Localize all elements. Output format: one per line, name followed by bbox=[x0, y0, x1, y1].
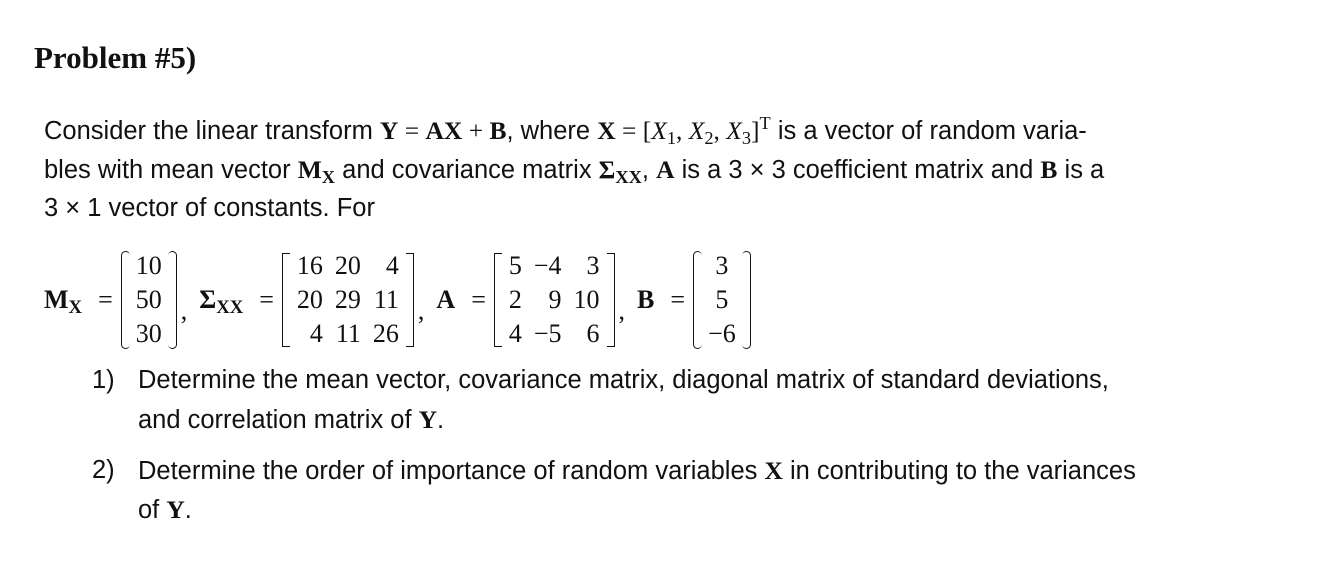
eq-plus: + bbox=[462, 116, 490, 145]
matrix-cell: 16 bbox=[296, 251, 323, 280]
intro-text: , bbox=[641, 156, 657, 184]
x2: X bbox=[688, 116, 705, 145]
matrix-cell: 9 bbox=[548, 285, 562, 314]
matrix-cell: 3 bbox=[586, 251, 600, 280]
task-text-part: in contributing to the variances bbox=[782, 457, 1136, 485]
matrix-cell: 5 bbox=[508, 251, 522, 280]
period: . bbox=[184, 496, 192, 524]
equals-sign: = bbox=[259, 285, 274, 314]
matrix-cell: −4 bbox=[533, 251, 562, 280]
transpose-sup: T bbox=[759, 112, 771, 133]
matrix-cell: 20 bbox=[334, 251, 361, 280]
right-bracket bbox=[406, 253, 414, 347]
eq-equals-bracket: = [ bbox=[615, 116, 652, 145]
B-vector bbox=[693, 249, 751, 351]
intro-text: is a bbox=[1057, 156, 1105, 184]
Mx: M bbox=[297, 155, 322, 184]
Mx-label-sub: X bbox=[68, 297, 83, 319]
Sigma-sub: XX bbox=[615, 167, 642, 188]
right-bracket bbox=[607, 253, 615, 347]
equals-sign: = bbox=[98, 285, 113, 314]
matrix-cell: 20 bbox=[296, 285, 323, 314]
task-text-part: of bbox=[138, 496, 167, 524]
task-text: Determine the mean vector, covariance matrix, diagonal matrix of standard deviations, bbox=[138, 366, 1109, 394]
task-text-part: Determine the order of importance of random variables bbox=[138, 457, 765, 485]
x2-sub: 2 bbox=[704, 128, 714, 149]
matrix-cell: 3 bbox=[715, 251, 729, 280]
close-bracket: ] bbox=[751, 116, 760, 145]
Y-bold: Y bbox=[418, 405, 438, 434]
matrix-cell: 10 bbox=[135, 251, 162, 280]
equals-sign: = bbox=[670, 285, 686, 314]
task-text bbox=[138, 495, 192, 525]
Mx-sub: X bbox=[321, 167, 336, 188]
intro-text: is a vector of random varia- bbox=[770, 117, 1087, 145]
matrix-cell: 50 bbox=[135, 285, 162, 314]
intro-text: and covariance matrix bbox=[335, 156, 599, 184]
matrix-cell: 11 bbox=[373, 285, 399, 314]
task-number: 2) bbox=[92, 456, 115, 484]
intro-line-1 bbox=[44, 112, 1087, 149]
right-brace bbox=[168, 251, 177, 349]
intro-text: Consider the linear transform bbox=[44, 117, 380, 145]
matrix-cell: 5 bbox=[715, 285, 729, 314]
Mx-letter: M bbox=[44, 285, 69, 314]
Mx-label bbox=[44, 285, 83, 319]
problem-title: Problem #5) bbox=[34, 40, 197, 75]
intro-line-2 bbox=[44, 155, 1105, 188]
left-brace bbox=[121, 251, 130, 349]
right-brace bbox=[742, 251, 751, 349]
comma: , bbox=[618, 296, 626, 325]
matrix-cell: 11 bbox=[335, 319, 361, 348]
left-bracket bbox=[282, 253, 290, 347]
matrix-cell: 30 bbox=[135, 319, 162, 348]
matrix-cell: 10 bbox=[573, 285, 600, 314]
eq-AX: AX bbox=[425, 116, 463, 145]
Sigma-matrix bbox=[282, 249, 414, 351]
left-brace bbox=[693, 251, 702, 349]
eq-B: B bbox=[489, 116, 507, 145]
X-bold: X bbox=[764, 456, 783, 485]
intro-text: bles with mean vector bbox=[44, 156, 298, 184]
comma: , bbox=[676, 116, 689, 145]
x3: X bbox=[726, 116, 742, 145]
x1: X bbox=[651, 116, 667, 145]
Sigma: Σ bbox=[598, 155, 616, 184]
task-text bbox=[138, 456, 1136, 486]
Sigma-label bbox=[199, 285, 244, 319]
task-number: 1) bbox=[92, 366, 115, 394]
x1-sub: 1 bbox=[666, 128, 676, 149]
task-text-part: and correlation matrix of bbox=[138, 406, 419, 434]
eq-X: X bbox=[597, 116, 616, 145]
period: . bbox=[437, 406, 445, 434]
matrix-cell: 29 bbox=[334, 285, 361, 314]
comma: , bbox=[417, 296, 425, 325]
B-label: B bbox=[637, 285, 655, 314]
Sigma-label-sub: XX bbox=[216, 297, 244, 319]
A-label: A bbox=[436, 285, 456, 314]
Y-bold: Y bbox=[166, 495, 185, 524]
eq-equals: = bbox=[398, 116, 426, 145]
matrix-cell: 4 bbox=[508, 319, 522, 348]
matrix-cell: 26 bbox=[372, 319, 399, 348]
equals-sign: = bbox=[471, 285, 486, 314]
matrix-cell: 4 bbox=[309, 319, 323, 348]
eq-Y: Y bbox=[379, 116, 399, 145]
intro-text: , where bbox=[506, 117, 598, 145]
matrix-cell: 4 bbox=[385, 251, 399, 280]
comma: , bbox=[713, 116, 727, 145]
matrix-cell: −6 bbox=[708, 319, 736, 348]
Sigma-letter: Σ bbox=[199, 285, 217, 314]
A-matrix bbox=[494, 249, 615, 351]
matrix-cell: 6 bbox=[586, 319, 600, 348]
matrix-cell: −5 bbox=[533, 319, 562, 348]
matrix-cell: 2 bbox=[508, 285, 522, 314]
matrix-definitions bbox=[44, 246, 751, 354]
intro-text: is a 3 × 3 coefficient matrix and bbox=[674, 156, 1041, 184]
x3-sub: 3 bbox=[741, 128, 752, 149]
left-bracket bbox=[494, 253, 502, 347]
B: B bbox=[1040, 155, 1058, 184]
task-text bbox=[138, 405, 444, 435]
A: A bbox=[656, 155, 675, 184]
Mx-vector bbox=[121, 249, 177, 351]
comma: , bbox=[180, 296, 188, 325]
intro-line-3: 3 × 1 vector of constants. For bbox=[44, 194, 375, 222]
